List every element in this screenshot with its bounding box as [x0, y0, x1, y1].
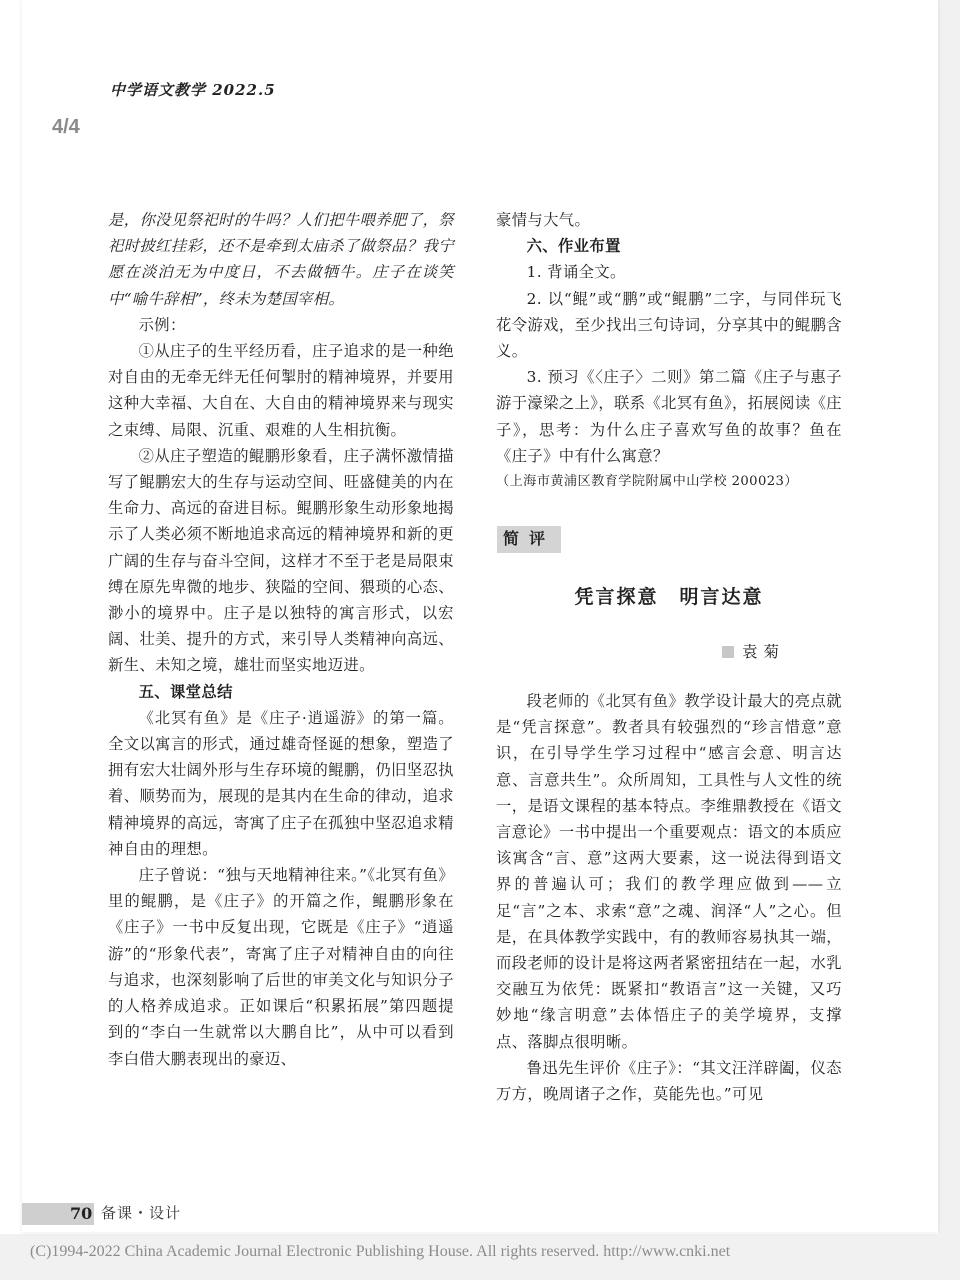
homework-item: 3. 预习《〈庄子〉二则》第二篇《庄子与惠子游于濠梁之上》，联系《北冥有鱼》，拓展阅读《庄子》，思考：为什么庄子喜欢写鱼的故事？鱼在《庄子》中有什么寓意？: [496, 368, 842, 465]
left-column: [108, 207, 454, 1072]
right-column: [496, 207, 842, 495]
paragraph: 豪情与大气。: [496, 211, 591, 229]
paragraph: 《北冥有鱼》是《庄子·逍遥游》的第一篇。全文以寓言的形式，通过雄奇怪诞的想象，塑造了拥有宏大壮阔外形与生存环境的鲲鹏，仍旧坚忍执着、顺势而为，展现的是其内在生命的律动，追求精神境界的高远，寄寓了庄子在孤独中坚忍追求精神自由的理想。: [108, 708, 454, 858]
section-heading: 五、课堂总结: [138, 682, 233, 701]
commentary-label: 简评: [497, 526, 561, 553]
paragraph: ②从庄子塑造的鲲鹏形象看，庄子满怀激情描写了鲲鹏宏大的生存与运动空间、旺盛健美的内在生命力、高远的奋进目标。鲲鹏形象生动形象地揭示了人类必须不断地追求高远的精神境界和新的更广阔的生存与奋斗空间，这样才不至于老是局限束缚在原先卑微的地步、狭隘的空间、猥琐的心态、渺小的境界中。庄子是以独特的寓言形式，以宏阔、壮美、提升的方式，来引导人类精神向高远、新生、未知之境，雄壮而坚实地迈进。: [108, 446, 454, 675]
homework-item: 2. 以“鲲”或“鹏”或“鲲鹏”二字，与同伴玩飞花令游戏，至少找出三句诗词，分享其中的鲲鹏含义。: [496, 289, 842, 361]
commentary-body: [496, 688, 842, 1107]
journal-header: 中学语文教学 2022.5: [110, 81, 276, 99]
homework-item: 1. 背诵全文。: [526, 263, 626, 282]
author-affiliation: （上海市黄浦区教育学院附属中山学校 200023）: [496, 474, 798, 490]
commentary-title: 凭言探意 明言达意: [574, 587, 764, 608]
square-icon: [722, 646, 734, 658]
copyright-notice: (C)1994-2022 China Academic Journal Electronic Publishing House. All rights reserved. http://www.cnki.net: [30, 1243, 731, 1260]
paragraph: 是，你没见祭祀时的牛吗？人们把牛喂养肥了，祭祀时披红挂彩，还不是牵到太庙杀了做祭品？我宁愿在淡泊无为中度日，不去做牺牛。庄子在谈笑中“喻牛辞相”，终未为楚国宰相。: [108, 211, 454, 308]
footer-section: 备课・设计: [101, 1205, 182, 1222]
example-label: 示例：: [138, 315, 186, 334]
section-heading: 六、作业布置: [526, 237, 621, 256]
author-name: 袁菊: [742, 643, 786, 661]
page-edge: [938, 0, 960, 1280]
paragraph: 段老师的《北冥有鱼》教学设计最大的亮点就是“凭言探意”。教者具有较强烈的“珍言惜意”意识，在引导学生学习过程中“感言会意、明言达意、言意共生”。众所周知，工具性与人文性的统一，是语文课程的基本特点。李维鼎教授在《语文言意论》一书中提出一个重要观点：语文的本质应该寓含“言、意”这两大要素，这一说法得到语文界的普遍认可；我们的教学理应做到——立足“言”之本、求索“意”之魂、润泽“人”之心。但是，在具体教学实践中，有的教师容易执其一端，而段老师的设计是将这两者紧密扭结在一起，水乳交融互为依凭：既紧扣“教语言”这一关键，又巧妙地“缘言明意”去体悟庄子的美学境界，支撑点、落脚点很明晰。: [496, 692, 842, 1051]
paragraph: ①从庄子的生平经历看，庄子追求的是一种绝对自由的无牵无绊无任何掣肘的精神境界，并要用这种大幸福、大自在、大自由的精神境界来与现实之束缚、局限、沉重、艰难的人生相抗衡。: [108, 342, 454, 439]
paragraph: 鲁迅先生评价《庄子》：“其文汪洋辟阖，仪态万方，晚周诸子之作，莫能先也。”可见: [496, 1058, 842, 1104]
paragraph: 庄子曾说：“独与天地精神往来。”《北冥有鱼》里的鲲鹏，是《庄子》的开篇之作，鲲鹏形象在《庄子》一书中反复出现，它既是《庄子》“逍遥游”的“形象代表”，寄寓了庄子对精神自由的向往与追求，也深刻影响了后世的审美文化与知识分子的人格养成追求。正如课后“积累拓展”第四题提到的“李白一生就常以大鹏自比”，从中可以看到李白借大鹏表现出的豪迈、: [108, 866, 454, 1068]
author-line: [722, 640, 785, 662]
page-number: 70: [70, 1204, 93, 1223]
page-indicator: 4/4: [52, 116, 80, 138]
